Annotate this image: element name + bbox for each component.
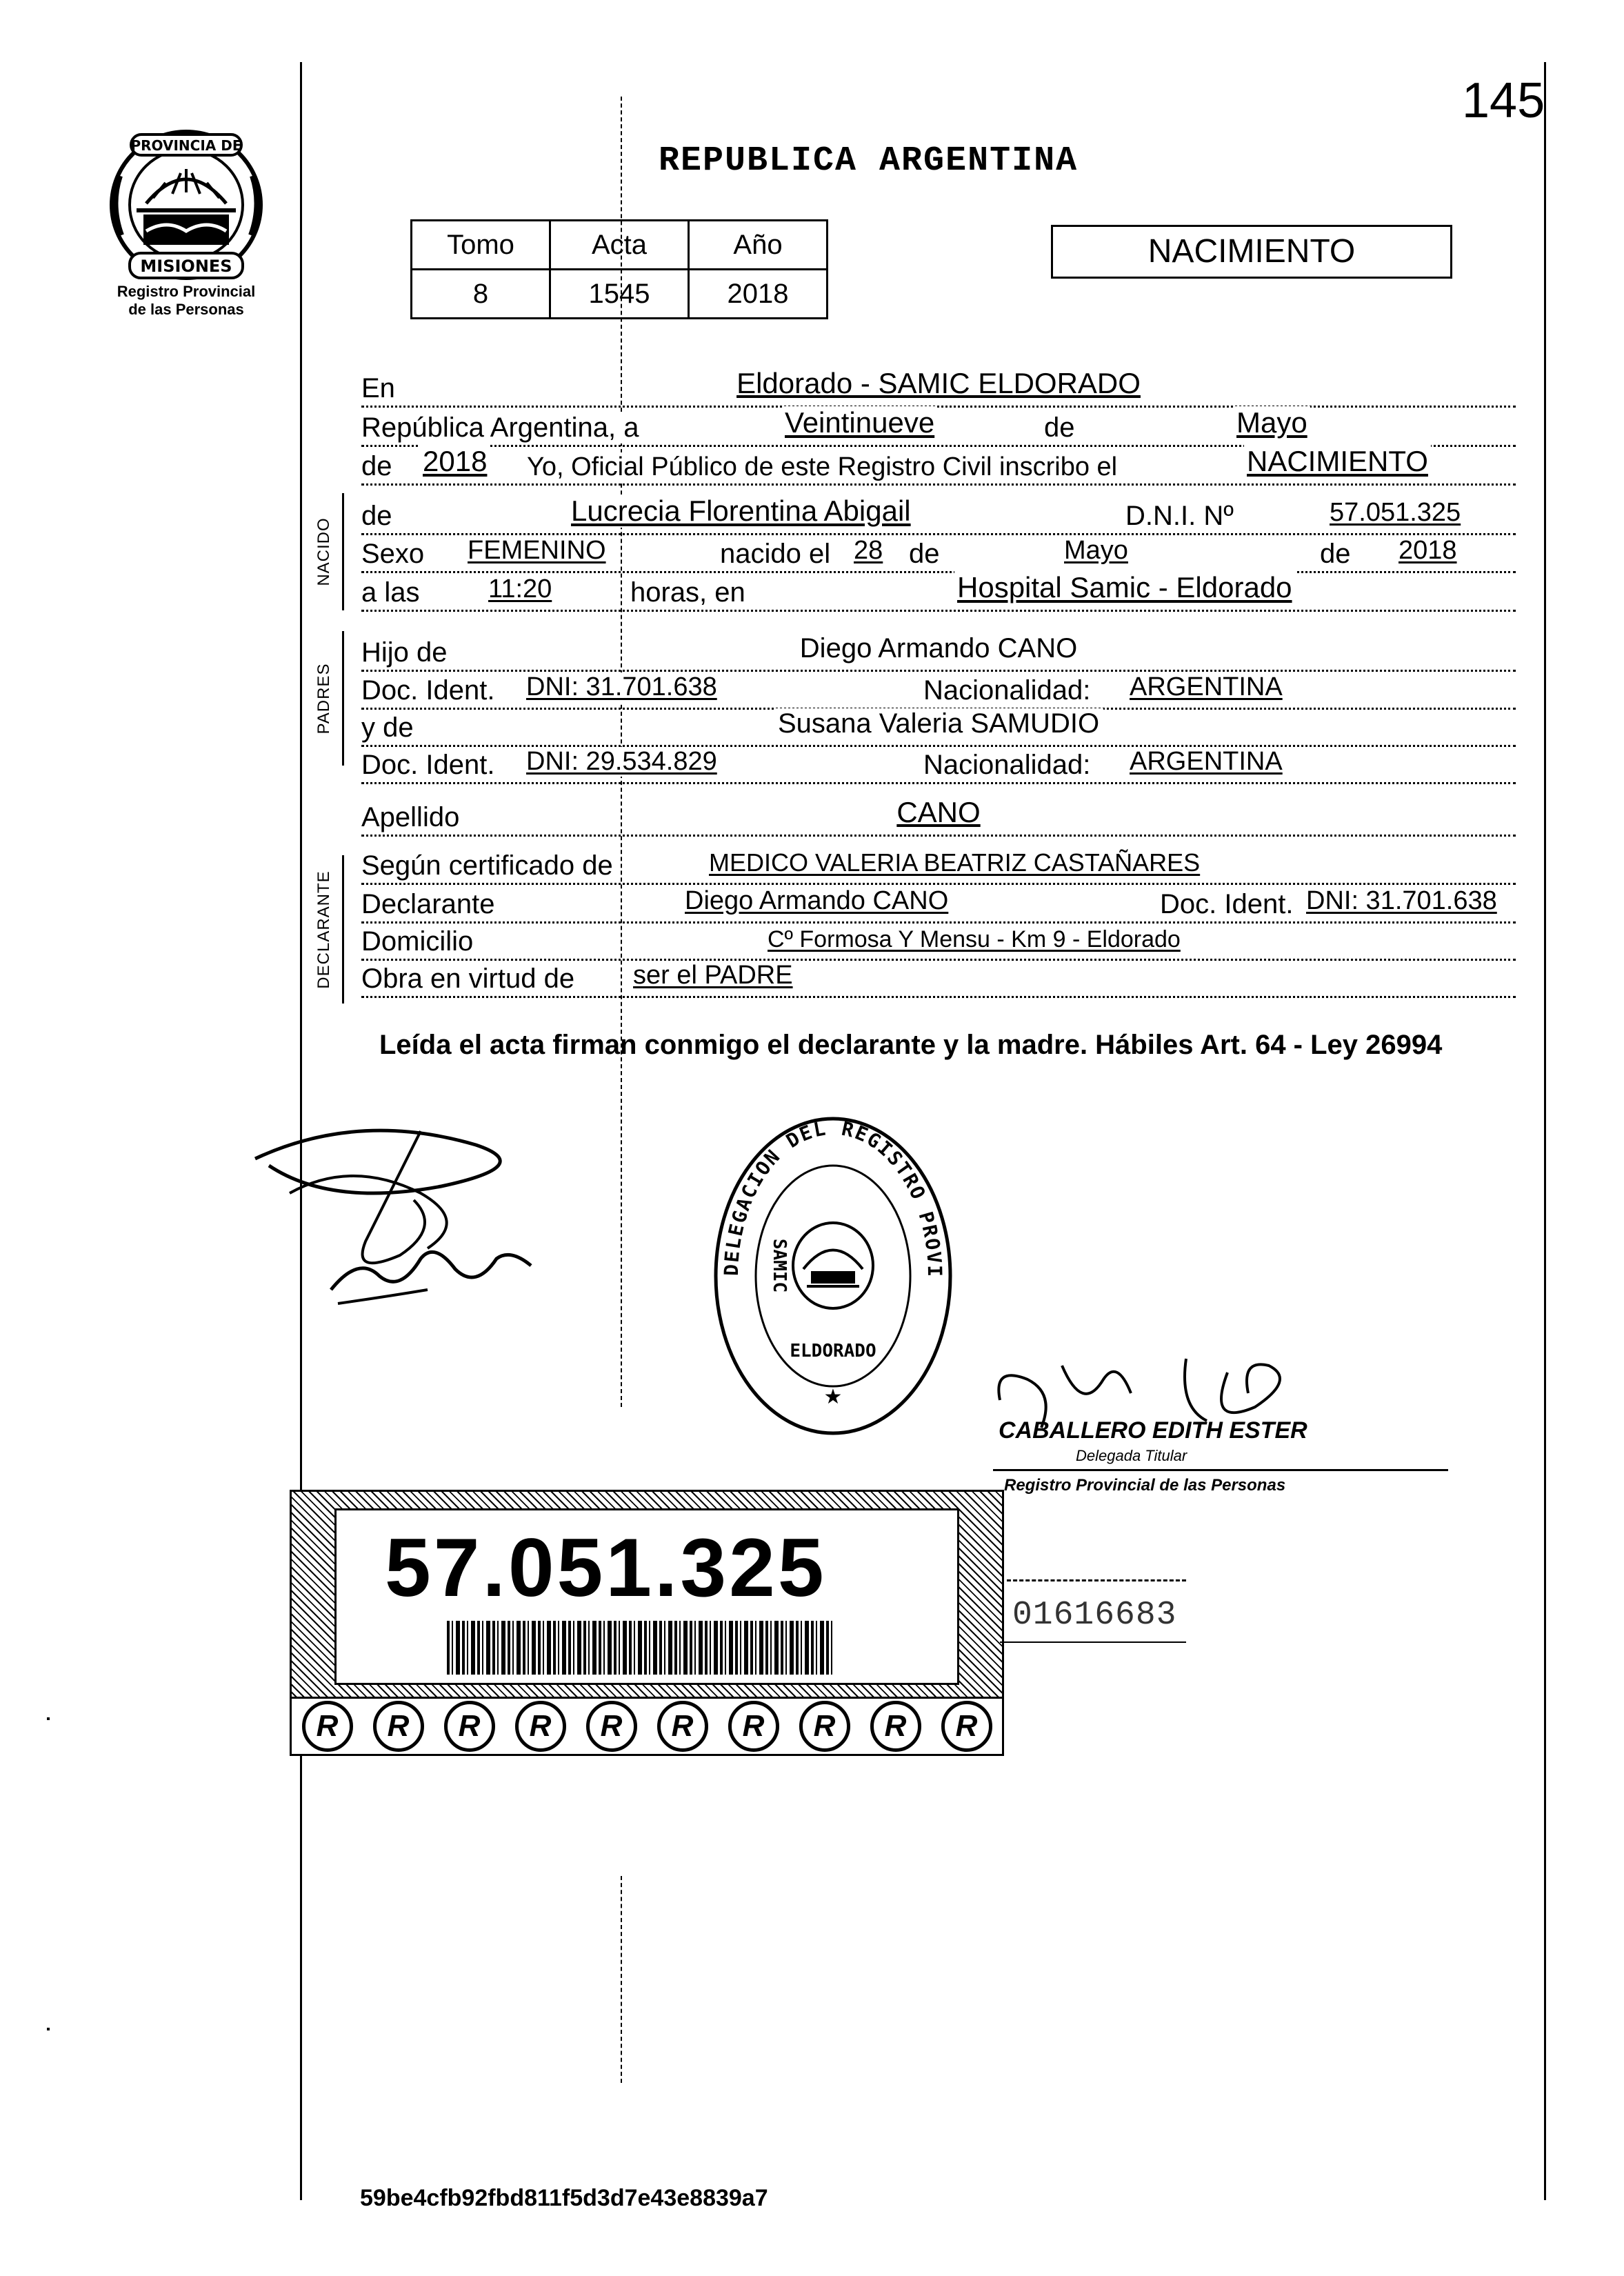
registry-r-icon: R	[870, 1701, 921, 1752]
official-rule	[993, 1469, 1448, 1471]
registry-r-icon: R	[657, 1701, 708, 1752]
father-doc-label: Doc. Ident.	[361, 675, 499, 706]
newborn-sex-label: Sexo	[361, 539, 428, 570]
registry-logo	[103, 128, 269, 286]
svg-text:PROVINCIA DE: PROVINCIA DE	[130, 137, 242, 154]
acta-value: 1545	[550, 270, 689, 319]
newborn-birth-month: Mayo	[1061, 536, 1131, 566]
mother-nationality-label: Nacionalidad:	[923, 750, 1094, 781]
mother-name-wrap	[361, 708, 1516, 739]
seal-inner-bottom: ELDORADO	[790, 1341, 876, 1361]
declarant-signature	[248, 1117, 607, 1324]
father-doc: DNI: 31.701.638	[523, 672, 720, 702]
statement-de-label: de	[361, 451, 397, 482]
declarante-label-text: DECLARANTE	[314, 870, 333, 989]
date-month: Mayo	[1234, 406, 1310, 439]
record-type-box: NACIMIENTO	[1051, 225, 1452, 279]
newborn-birth-time: 11:20	[485, 575, 554, 604]
official-title: Delegada Titular	[1076, 1447, 1187, 1464]
father-doc-row	[361, 668, 1516, 710]
declarant-row	[361, 881, 1516, 924]
newborn-born-de2-label: de	[1320, 539, 1355, 570]
date-day: Veintinueve	[782, 406, 937, 439]
declarant-label: Declarante	[361, 889, 499, 920]
svg-text:MISIONES: MISIONES	[140, 257, 232, 276]
provincial-shield-icon	[103, 128, 269, 286]
surname-label: Apellido	[361, 802, 463, 833]
father-name-row	[361, 630, 1516, 672]
newborn-sex: FEMENINO	[465, 536, 609, 566]
margin-speck	[47, 1717, 50, 1720]
date-de-label: de	[1044, 412, 1079, 443]
registry-r-icon: R	[728, 1701, 779, 1752]
record-table-value-row	[412, 270, 828, 319]
surname-value: CANO	[892, 796, 984, 828]
official-office: Registro Provincial de las Personas	[1004, 1476, 1286, 1495]
sticker-border-pattern	[292, 1697, 1002, 1754]
closing-text: Leída el acta firman conmigo el declarante y la madre. Hábiles Art. 64 - Ley 26994	[379, 1030, 1443, 1060]
acts-by-row	[361, 956, 1516, 998]
registry-r-icon: R	[586, 1701, 637, 1752]
date-row	[361, 405, 1516, 447]
surname-row	[361, 795, 1516, 837]
seal-icon	[710, 1114, 956, 1438]
declarant-doc-label: Doc. Ident.	[1160, 889, 1297, 920]
page-number: 145	[1462, 73, 1545, 128]
anio-header: Año	[689, 221, 828, 270]
newborn-dni: 57.051.325	[1327, 498, 1463, 528]
newborn-born-label: nacido el	[720, 539, 834, 570]
declarant-name: Diego Armando CANO	[682, 886, 951, 916]
date-prefix-label: República Argentina, a	[361, 412, 643, 443]
mother-name-row	[361, 705, 1516, 747]
padres-label-text: PADRES	[314, 663, 333, 734]
footer-hash: 59be4cfb92fbd811f5d3d7e43e8839a7	[360, 2185, 768, 2211]
tomo-header: Tomo	[412, 221, 550, 270]
record-table-header-row	[412, 221, 828, 270]
place-label: En	[361, 373, 399, 404]
place-value-wrap	[361, 367, 1516, 400]
right-margin-rule	[1544, 62, 1546, 2200]
father-nationality: ARGENTINA	[1127, 672, 1285, 702]
newborn-birth-place: Hospital Samic - Eldorado	[954, 571, 1295, 604]
nacido-section-label	[303, 493, 345, 610]
country-title: REPUBLICA ARGENTINA	[659, 141, 1079, 181]
newborn-name-label: de	[361, 501, 397, 532]
registry-r-icon: R	[444, 1701, 495, 1752]
tomo-value: 8	[412, 270, 550, 319]
place-value: Eldorado - SAMIC ELDORADO	[732, 367, 1145, 399]
declarant-doc: DNI: 31.701.638	[1306, 886, 1497, 915]
acts-by-label: Obra en virtud de	[361, 964, 579, 995]
fold-line-bottom	[621, 1876, 622, 2083]
certificate-value: MEDICO VALERIA BEATRIZ CASTAÑARES	[706, 848, 1203, 877]
official-name: CABALLERO EDITH ESTER	[999, 1417, 1307, 1444]
statement-act: NACIMIENTO	[1244, 445, 1431, 478]
registry-r-icon: R	[515, 1701, 566, 1752]
father-name: Diego Armando CANO	[796, 633, 1081, 663]
mother-doc-label: Doc. Ident.	[361, 750, 499, 781]
date-year: 2018	[420, 445, 490, 478]
registry-name-line2: de las Personas	[128, 301, 244, 318]
mother-name: Susana Valeria SAMUDIO	[774, 708, 1103, 739]
and-of-label: y de	[361, 712, 418, 743]
newborn-birth-year: 2018	[1396, 536, 1460, 566]
newborn-sex-row	[361, 531, 1516, 573]
serial-underline	[1000, 1641, 1186, 1643]
padres-section-label	[303, 631, 345, 766]
place-row	[361, 366, 1516, 408]
registry-r-icon: R	[302, 1701, 353, 1752]
father-name-wrap	[361, 633, 1516, 664]
record-table	[410, 219, 828, 319]
statement-row	[361, 443, 1516, 486]
address-row	[361, 919, 1516, 961]
security-sticker	[290, 1490, 1004, 1756]
statement-label: Yo, Oficial Público de este Registro Civil inscribo el	[527, 452, 1121, 482]
sticker-barcode	[447, 1621, 833, 1675]
registry-r-icon: R	[799, 1701, 850, 1752]
surname-value-wrap	[361, 796, 1516, 829]
newborn-born-de-label: de	[909, 539, 944, 570]
mother-doc: DNI: 29.534.829	[523, 747, 720, 777]
registry-r-icon: R	[373, 1701, 424, 1752]
declarante-section-label	[303, 855, 345, 1004]
registry-name-line1: Registro Provincial	[117, 283, 256, 300]
sticker-dni-number: 57.051.325	[385, 1521, 827, 1614]
registry-name	[83, 283, 290, 319]
serial-dashes	[1007, 1579, 1186, 1581]
mother-doc-row	[361, 742, 1516, 784]
newborn-name: Lucrecia Florentina Abigail	[568, 495, 914, 528]
anio-value: 2018	[689, 270, 828, 319]
registry-r-icon: R	[941, 1701, 992, 1752]
seal-star-icon: ★	[823, 1386, 843, 1408]
newborn-time-label: a las	[361, 577, 424, 608]
seal-inner-top: SAMIC	[769, 1238, 790, 1293]
newborn-hours-label: horas, en	[630, 577, 750, 608]
seal-outer-text: DELEGACION DEL REGISTRO PROVI	[719, 1117, 947, 1279]
newborn-name-row	[361, 493, 1516, 535]
newborn-dni-label: D.N.I. Nº	[1125, 501, 1238, 532]
certificate-row	[361, 843, 1516, 885]
address-label: Domicilio	[361, 926, 477, 957]
acts-by-value: ser el PADRE	[630, 961, 796, 990]
sticker-label	[334, 1508, 959, 1685]
acta-header: Acta	[550, 221, 689, 270]
child-of-label: Hijo de	[361, 637, 452, 668]
registry-seal	[710, 1114, 956, 1438]
address-value: Cº Formosa Y Mensu - Km 9 - Eldorado	[765, 926, 1183, 953]
margin-speck	[47, 2028, 50, 2030]
nacido-label-text: NACIDO	[314, 517, 333, 586]
newborn-birth-day: 28	[851, 536, 885, 566]
newborn-time-row	[361, 570, 1516, 612]
father-nationality-label: Nacionalidad:	[923, 675, 1094, 706]
certificate-label: Según certificado de	[361, 850, 617, 881]
serial-number: 01616683	[1012, 1597, 1177, 1634]
mother-nationality: ARGENTINA	[1127, 747, 1285, 777]
